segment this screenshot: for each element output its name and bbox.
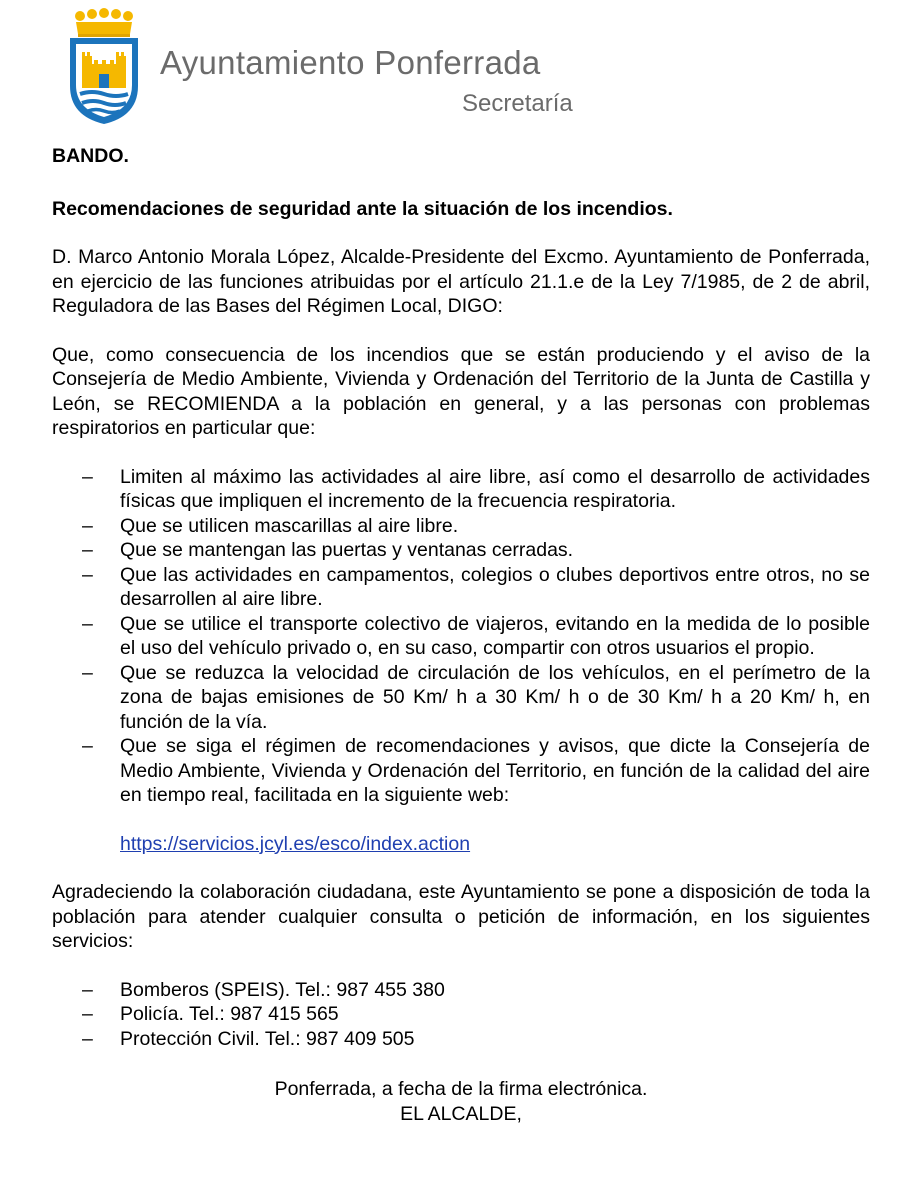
dash-bullet: – (82, 978, 93, 1001)
organization-name: Ayuntamiento Ponferrada (160, 44, 541, 81)
dash-bullet: – (82, 563, 93, 586)
list-item: – Que se mantengan las puertas y ventanas cerradas. (82, 539, 574, 561)
dash-bullet: – (82, 661, 93, 684)
document-body (52, 144, 870, 1126)
list-item: – Que se utilice el transporte colectivo de viajeros, evitando en la medida de lo posible el uso del vehículo privado o, en su caso, compartir con otros usuarios el propio. (82, 612, 870, 659)
dash-bullet: – (82, 539, 93, 561)
list-item: – Policía. Tel.: 987 415 565 (82, 1003, 339, 1025)
document-title: BANDO. (52, 145, 129, 167)
signature-role: EL ALCALDE, (400, 1102, 522, 1125)
dash-bullet: – (82, 514, 93, 537)
signature-date: Ponferrada, a fecha de la firma electrónica. (274, 1078, 648, 1100)
list-item: – Bomberos (SPEIS). Tel.: 987 455 380 (82, 978, 445, 1001)
air-quality-link[interactable]: https://servicios.jcyl.es/esco/index.action (120, 832, 471, 855)
dash-bullet: – (82, 465, 93, 488)
coat-of-arms-icon (64, 8, 144, 126)
link-container (120, 832, 870, 857)
letterhead (0, 0, 908, 140)
signature-block (52, 1077, 870, 1126)
body-paragraph: Que, como consecuencia de los incendios que se están produciendo y el aviso de la Consejería de Medio Ambiente, Vivienda y Ordenación del Territorio de la Junta de Castilla y León, se RECOMIENDA a la población en general, y a las personas con problemas respiratorios en particular que: (52, 343, 870, 439)
dash-bullet: – (82, 1027, 93, 1050)
recommendations-list (52, 465, 870, 808)
services-list (52, 978, 870, 1052)
intro-paragraph: D. Marco Antonio Morala López, Alcalde-Presidente del Excmo. Ayuntamiento de Ponferrada, en ejercicio de las funciones atribuidas por el artículo 21.1.e de la Ley 7/1985, de 2 de abril, Reguladora de las Bases del Régimen Local, DIGO: (52, 246, 870, 317)
list-item: – Que las actividades en campamentos, colegios o clubes deportivos entre otros, no se desarrollen al aire libre. (82, 563, 870, 610)
list-item: – Que se reduzca la velocidad de circulación de los vehículos, en el perímetro de la zona de bajas emisiones de 50 Km/ h a 30 Km/ h o de 30 Km/ h a 20 Km/ h, en función de la vía. (82, 661, 870, 733)
list-item: – Limiten al máximo las actividades al aire libre, así como el desarrollo de actividades físicas que impliquen el incremento de la frecuencia respiratoria. (82, 465, 870, 512)
dash-bullet: – (82, 1003, 93, 1025)
document-subtitle: Recomendaciones de seguridad ante la situación de los incendios. (52, 197, 673, 220)
closing-paragraph: Agradeciendo la colaboración ciudadana, este Ayuntamiento se pone a disposición de toda la población para atender cualquier consulta o petición de información, en los siguientes servicios: (52, 881, 870, 952)
list-item: – Que se utilicen mascarillas al aire libre. (82, 514, 459, 537)
dash-bullet: – (82, 735, 93, 757)
list-item: – Protección Civil. Tel.: 987 409 505 (82, 1027, 415, 1050)
dash-bullet: – (82, 612, 93, 635)
department-name: Secretaría (462, 90, 573, 117)
list-item: – Que se siga el régimen de recomendaciones y avisos, que dicte la Consejería de Medio Ambiente, Vivienda y Ordenación del Territorio, en función de la calidad del aire en tiempo real, facilitada en la siguiente web: (82, 735, 870, 806)
